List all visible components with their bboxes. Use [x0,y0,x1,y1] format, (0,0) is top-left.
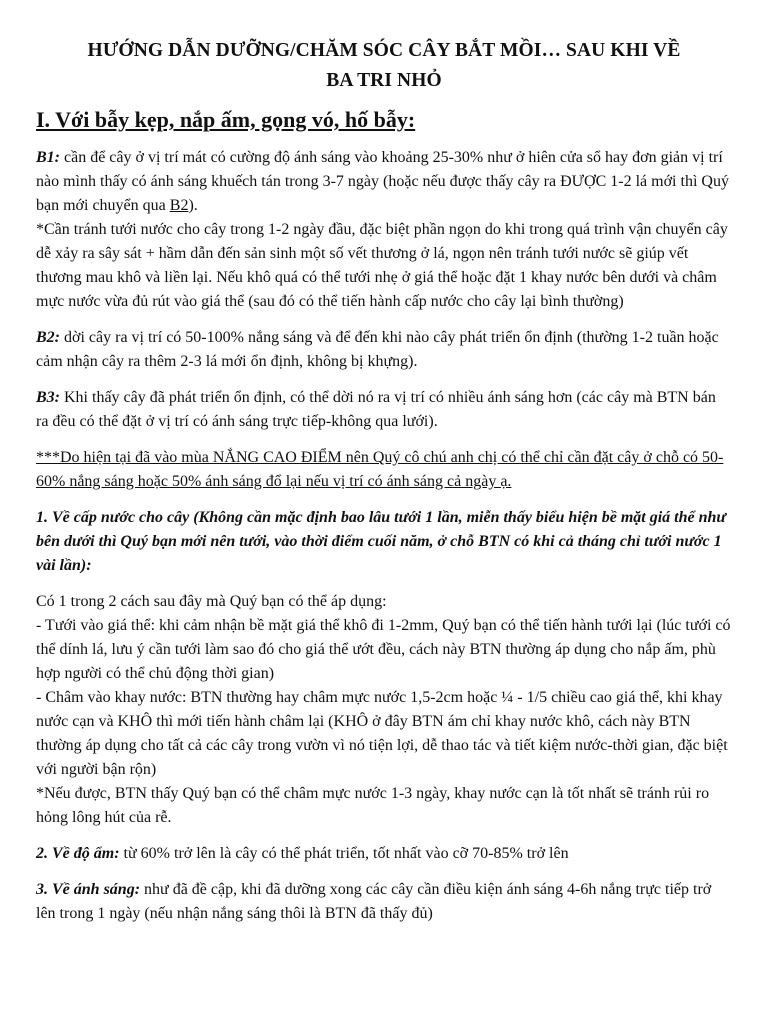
light-section [36,878,732,926]
watering-section [36,506,732,578]
light-label: 3. Về ánh sáng: [36,881,141,898]
title-line-1: HƯỚNG DẪN DƯỠNG/CHĂM SÓC CÂY BẮT MỒI… SAU KHI VỀ [87,40,681,61]
watering-note: *Nếu được, BTN thấy Quý bạn có thể châm mực nước 1-3 ngày, khay nước cạn là tốt nhất sẽ tránh rủi ro hỏng lông hút của rễ. [36,785,710,826]
b1-text-end: ). [188,197,198,214]
b1-note: *Cần tránh tưới nước cho cây trong 1-2 ngày đầu, đặc biệt phần ngọn do khi trong quá trình vận chuyển cây dễ xảy ra sây sát + hầm dẫn đến sản sinh một số vết thương ở lá, ngọn nên tránh tưới nước sẽ giúp vết thương mau khô và liền lại. Nếu khô quá có thể tưới nhẹ ở giá thể hoặc đặt 1 khay nước bên dưới và châm mực nước vừa đủ rút vào giá thể (sau đó có thể tiến hành cấp nước cho cây lại bình thường) [36,221,728,310]
watering-intro: Có 1 trong 2 cách sau đây mà Quý bạn có thể áp dụng: [36,593,387,610]
step-b2 [36,326,732,374]
light-text: như đã đề cập, khi đã dưỡng xong các cây cần điều kiện ánh sáng 4-6h nắng trực tiếp trở lên trong 1 ngày (nếu nhận nắng sáng thôi là BTN đã thấy đủ) [36,881,712,922]
document-title [36,36,732,96]
b1-paragraph [36,146,732,218]
peak-sun-notice [36,446,732,494]
b2-text: dời cây ra vị trí có 50-100% nắng sáng và để đến khi nào cây phát triển ổn định (thường 1-2 tuần hoặc cảm nhận cây ra thêm 2-3 lá mới ổn định, không bị khựng). [36,329,719,370]
watering-method-1: - Tưới vào giá thể: khi cảm nhận bề mặt giá thể khô đi 1-2mm, Quý bạn có thể tiến hành tưới lại (lúc tưới có thể dính lá, lưu ý cần tưới làm sao đó cho giá thể ướt đều, cách này BTN thường áp dụng cho nắp ấm, phù hợp người có thể chủ động thời gian) [36,617,731,682]
humidity-label: 2. Về độ ẩm: [36,845,120,862]
light-paragraph [36,878,732,926]
humidity-text: từ 60% trở lên là cây có thể phát triển, tốt nhất vào cỡ 70-85% trở lên [119,845,569,862]
notice-text: ***Do hiện tại đã vào mùa NẮNG CAO ĐIỂM nên Quý cô chú anh chị có thể chỉ cần đặt cây ở chỗ có 50-60% nắng sáng hoặc 50% ánh sáng đổ lại nếu vị trí có ánh sáng cả ngày ạ. [36,449,724,490]
humidity-section [36,842,732,866]
watering-methods [36,590,732,830]
b2-reference-link[interactable]: B2 [169,197,189,214]
title-line-2: BA TRI NHỎ [326,70,442,91]
b3-text: Khi thấy cây đã phát triển ổn định, có thể dời nó ra vị trí có nhiều ánh sáng hơn (các cây mà BTN bán ra đều có thể đặt ở vị trí có ánh sáng trực tiếp-không qua lưới). [36,389,716,430]
step-b1 [36,146,732,314]
b2-label: B2: [36,329,60,346]
humidity-paragraph [36,842,732,866]
section-heading: I. Với bẫy kẹp, nắp ấm, gọng vó, hố bẫy: [36,107,416,132]
b1-text: cần để cây ở vị trí mát có cường độ ánh sáng vào khoảng 25-30% như ở hiên cửa sổ hay đơn giản vị trí nào mình thấy có ánh sáng khuếch tán trong 3-7 ngày (hoặc nếu được thấy cây ra ĐƯỢC 1-2 lá mới thì Quý bạn mới chuyển qua [36,149,729,214]
b3-label: B3: [36,389,60,406]
b3-paragraph [36,386,732,434]
b1-label: B1: [36,149,60,166]
step-b3 [36,386,732,434]
b2-paragraph [36,326,732,374]
watering-method-2: - Châm vào khay nước: BTN thường hay châm mực nước 1,5-2cm hoặc ¼ - 1/5 chiều cao giá thể, khi khay nước cạn và KHÔ thì mới tiến hành châm lại (KHÔ ở đây BTN ám chỉ khay nước khô, cách này BTN thường áp dụng cho tất cả các cây trong vườn vì nó tiện lợi, dễ thao tác và tiết kiệm nước-thời gian, đặc biệt với người bận rộn) [36,689,728,778]
watering-heading: 1. Về cấp nước cho cây (Không cần mặc định bao lâu tưới 1 lần, miễn thấy biểu hiện bề mặt giá thể như bên dưới thì Quý bạn mới nên tưới, vào thời điểm cuối năm, ở chỗ BTN có khi cả tháng chỉ tưới nước 1 vài lần): [36,509,726,574]
